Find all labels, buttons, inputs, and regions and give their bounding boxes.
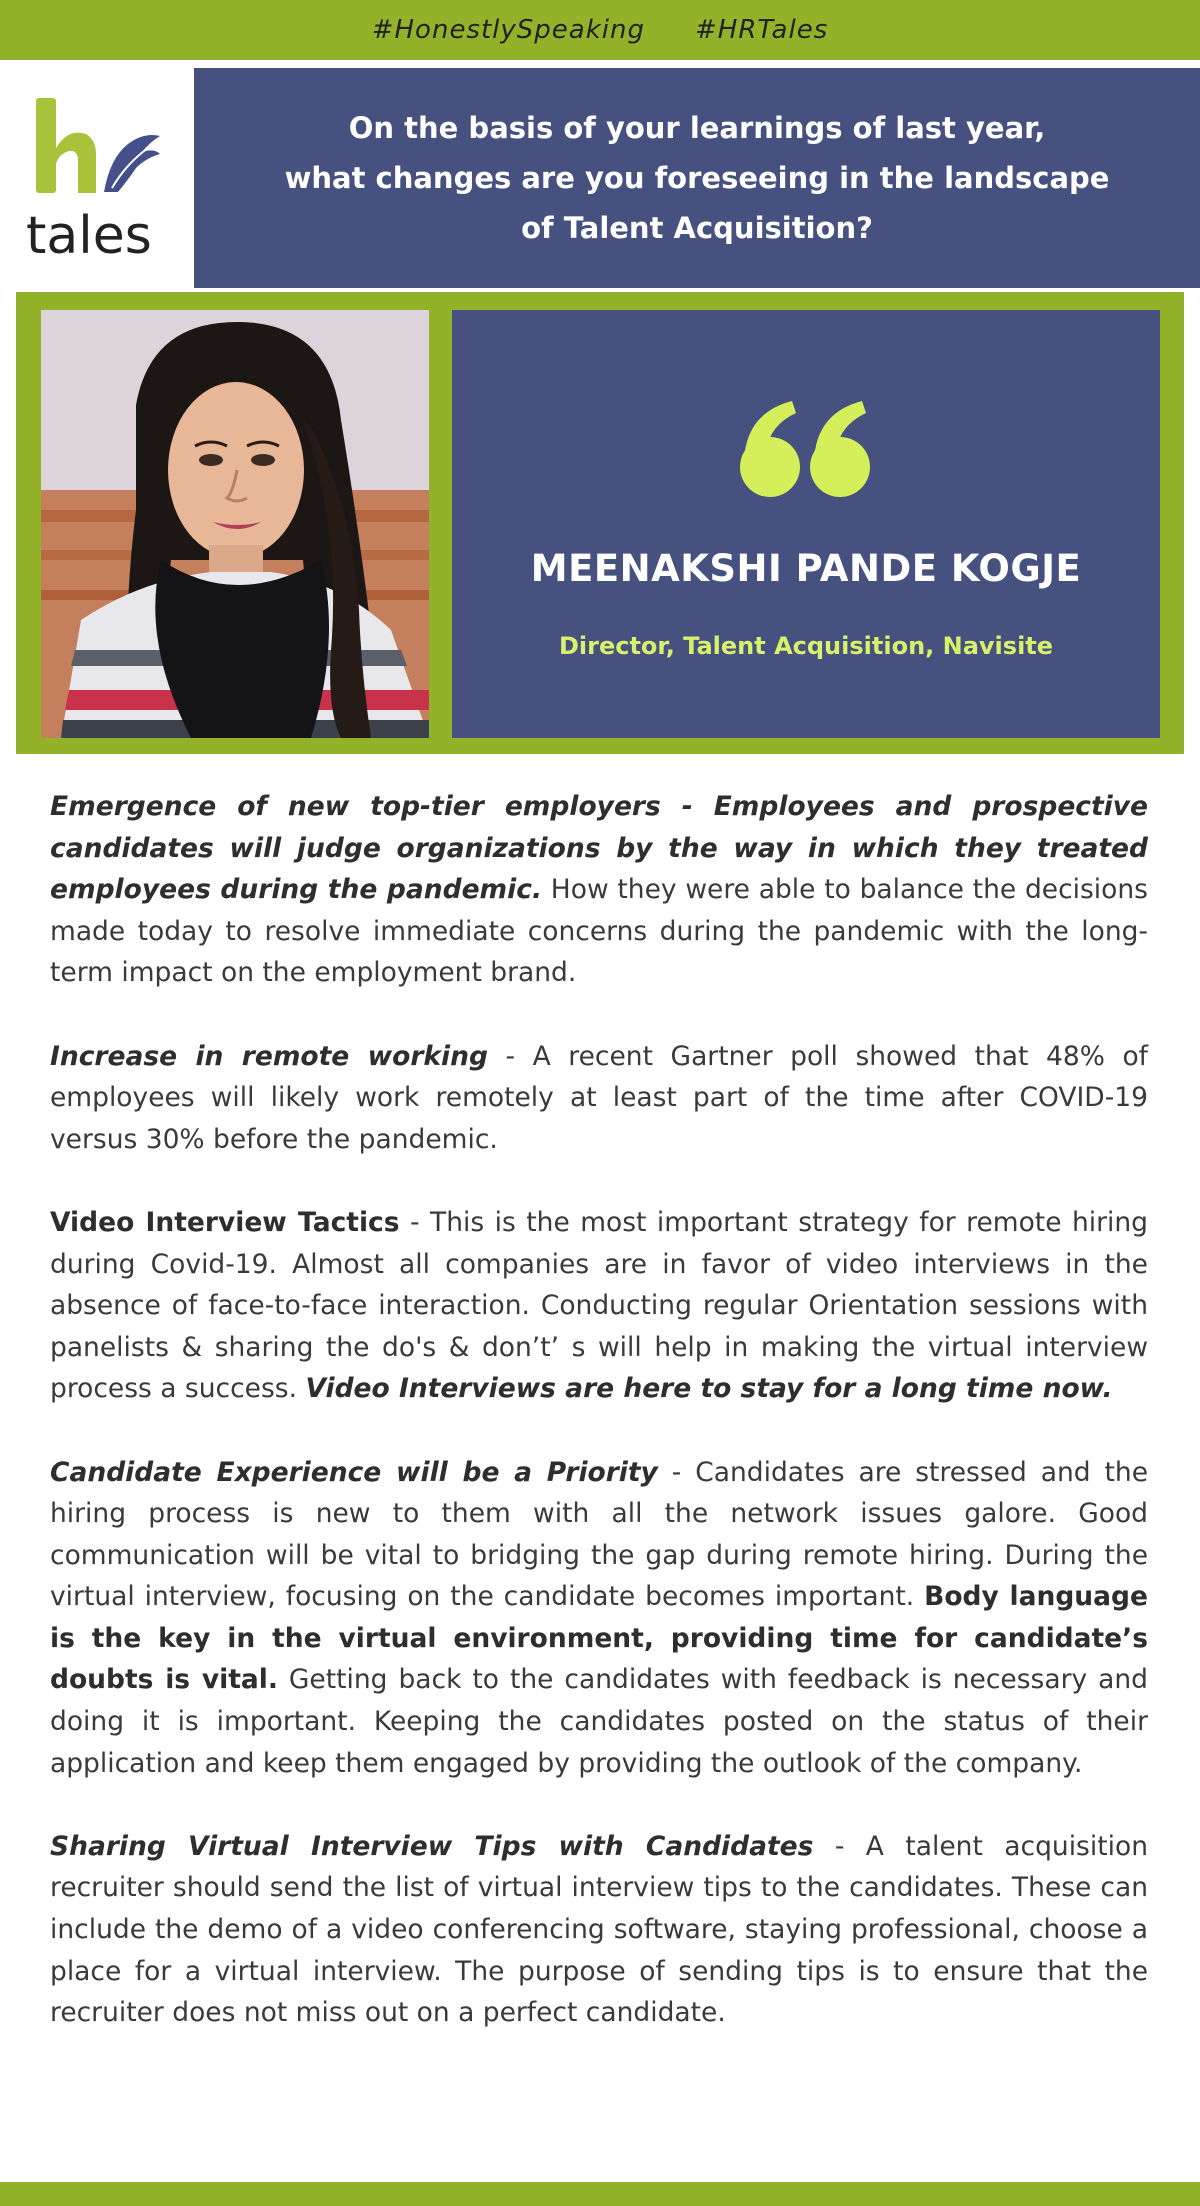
- paragraph-text: - A talent acquisition recruiter should send the list of virtual interview tips to the candidates. These can include the demo of a video conferencing software, staying professional, choose a place for a virtual interview. The purpose of sending tips is to ensure that the recruiter does not miss out on a perfect candidate.: [50, 1830, 1148, 2029]
- paragraph-text-2: Getting back to the candidates with feedback is necessary and doing it is important. Keeping the candidates posted on the status of their application and keep them engaged by providing the outlook of the company.: [50, 1664, 1148, 1779]
- question-line-3: of Talent Acquisition?: [521, 211, 873, 245]
- footer-bar: [0, 2182, 1200, 2206]
- speaker-panel: [452, 310, 1160, 738]
- quote-mark-icon: [452, 395, 1160, 509]
- paragraph-lead: Video Interview Tactics: [50, 1206, 400, 1238]
- paragraph-tail: Video Interviews are here to stay for a long time now.: [305, 1373, 1113, 1405]
- paragraph-interview-tips: [50, 1826, 1148, 2034]
- question-text: [247, 103, 1147, 253]
- question-line-2: what changes are you foreseeing in the landscape: [284, 161, 1110, 195]
- paragraph-video-interview: [50, 1202, 1148, 1410]
- paragraph-lead: Candidate Experience will be a Priority: [50, 1456, 658, 1488]
- paragraph-bold: Body language is the key in the virtual environment, providing time for candidate’s doubts is vital.: [50, 1581, 1148, 1696]
- paragraph-text: - A recent Gartner poll showed that 48% of employees will likely work remotely at least part of the time after COVID-19 versus 30% before the pandemic.: [50, 1040, 1148, 1155]
- paragraph-text: How they were able to balance the decisions made today to resolve immediate concerns during the pandemic with the long-term impact on the employment brand.: [50, 874, 1148, 989]
- speaker-name: MEENAKSHI PANDE KOGJE: [530, 547, 1082, 590]
- hr-tales-logo: [0, 68, 190, 288]
- portrait-illustration: [41, 310, 429, 738]
- paragraph-employers: [50, 786, 1148, 994]
- article-body: [50, 786, 1148, 2075]
- hr-tales-logo-icon: [20, 88, 170, 268]
- portrait-photo: [41, 310, 429, 738]
- paragraph-text: - Candidates are stressed and the hiring process is new to them with all the network issues galore. Good communication will be vital to bridging the gap during remote hiring. During the virtual interview, focusing on the candidate becomes important.: [50, 1456, 1149, 1613]
- hashtag-hrtales: #HRTales: [695, 15, 829, 45]
- profile-card: [16, 292, 1184, 754]
- paragraph-lead: Emergence of new top-tier employers - Employees and prospective candidates will judge organizations by the way in which they treated employees during the pandemic.: [50, 791, 1148, 906]
- paragraph-candidate-experience: [50, 1452, 1148, 1785]
- paragraph-remote-working: [50, 1036, 1148, 1161]
- paragraph-lead: Increase in remote working: [50, 1040, 488, 1072]
- logo-text: tales: [26, 206, 152, 266]
- question-banner: [194, 68, 1200, 288]
- paragraph-lead: Sharing Virtual Interview Tips with Candidates: [50, 1830, 814, 1862]
- paragraph-text: - This is the most important strategy for remote hiring during Covid-19. Almost all companies are in favor of video interviews in the absence of face-to-face interaction. Conducting regular Orientation sessions with panelists & sharing the do's & don’t’ s will help in making the virtual interview process a success.: [50, 1206, 1148, 1405]
- speaker-title: Director, Talent Acquisition, Navisite: [558, 632, 1054, 660]
- hashtag-honestly-speaking: #HonestlySpeaking: [371, 15, 645, 45]
- question-line-1: On the basis of your learnings of last year,: [348, 111, 1046, 145]
- hashtag-bar: [0, 0, 1200, 60]
